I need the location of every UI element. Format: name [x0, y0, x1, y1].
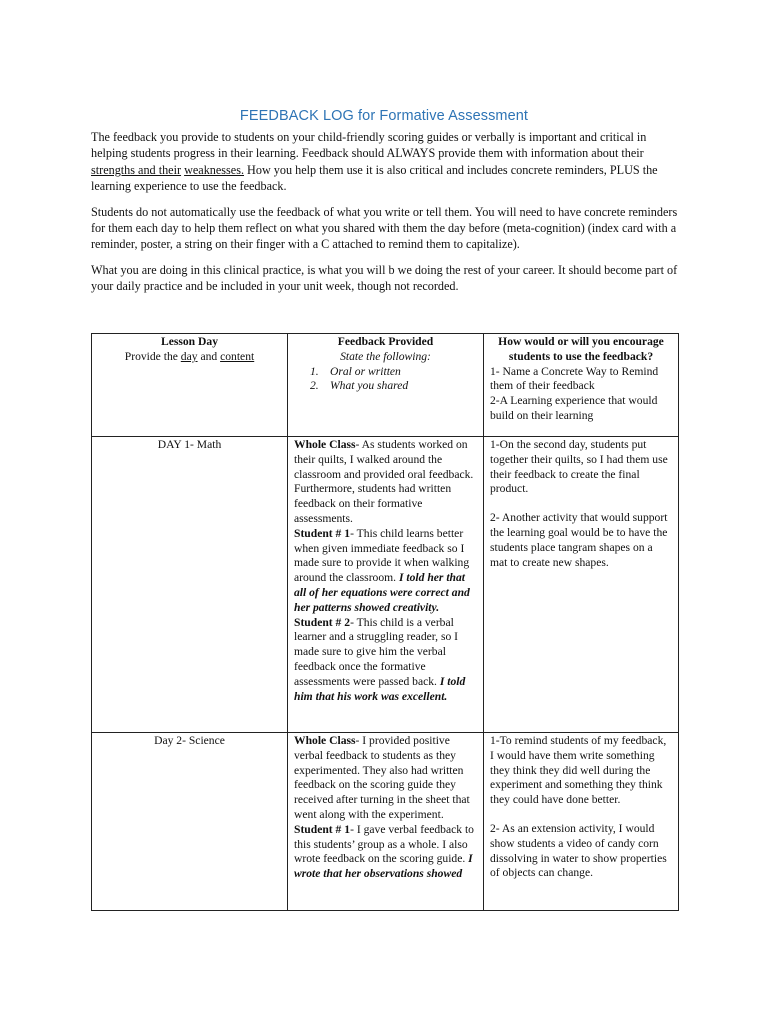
student-1-feedback: Student # 1- This child learns better when given immediate feedback so I made sure to provide it when walking around the classroom. I told her that all of her equations were correct and her patterns showed creativity. — [294, 526, 470, 614]
row-feedback-cell — [288, 437, 484, 733]
list-item: 2. What you shared — [310, 379, 409, 393]
encourage-activity: 2- As an extension activity, I would show students a video of candy corn dissolving in water to show properties of objects can change. — [490, 821, 667, 880]
intro-p1-text-end: How you help them use it is also critical and includes concrete reminders, PLUS the learning experience to use the feedback. — [91, 162, 658, 194]
row-encourage-cell — [484, 437, 679, 733]
header-lesson-day — [92, 334, 288, 437]
student-1-feedback: Student # 1- I gave verbal feedback to this students’ group as a whole. I also wrote feedback on the scoring guide. I wrote that her observations showed — [294, 822, 474, 881]
header-feedback-provided — [288, 334, 484, 437]
header-sub-text: Provide the — [124, 349, 181, 363]
row-day-cell — [92, 733, 288, 911]
intro-p1-text: The feedback you provide to students on your child-friendly scoring guides or verbally is important and critical in helping students progress in their learning. Feedback should ALWAYS provide them with information about their — [91, 130, 647, 161]
intro-paragraph-3: What you are doing in this clinical practice, is what you will b we doing the rest of your career. It should become part of your daily practice and be included in your unit week, though not recorded. — [91, 262, 678, 294]
row-day-label: Day 2- Science — [154, 734, 225, 747]
intro-text — [91, 129, 683, 304]
header-feedback-list — [294, 365, 477, 395]
table-row — [92, 733, 679, 911]
table-header-row — [92, 334, 679, 437]
header-sub-and: and — [197, 349, 221, 363]
feedback-log-table — [91, 333, 679, 911]
intro-paragraph-1 — [91, 129, 683, 195]
header-feedback-sub: State the following: — [340, 349, 431, 363]
row-feedback-cell — [288, 733, 484, 911]
student-2-feedback: Student # 2- This child is a verbal learner and a struggling reader, so I made sure to give him the verbal feedback once the formative assessments were passed back. I told him that his work was excellent. — [294, 615, 466, 703]
encourage-activity: 2- Another activity that would support the learning goal would be to have the students place tangram shapes on a mat to create new shapes. — [490, 511, 668, 569]
header-encourage-line1: 1- Name a Concrete Way to Remind them of their feedback — [490, 364, 659, 393]
row-day-label: DAY 1- Math — [157, 438, 222, 451]
weaknesses-underlined: weaknesses. — [184, 162, 244, 177]
header-feedback-title: Feedback Provided — [337, 335, 434, 348]
row-encourage-cell — [484, 733, 679, 911]
header-lesson-day-sub — [98, 350, 281, 365]
intro-paragraph-2: Students do not automatically use the feedback of what you write or tell them. You will need to have concrete reminders for them each day to help them reflect on what you shared with them the day before (meta-cognition) (index card with a reminder, poster, a string on their finger with a C attached to remind them to capitalize). — [91, 204, 678, 252]
header-lesson-day-title: Lesson Day — [160, 335, 218, 348]
strengths-underlined: strengths and their — [91, 162, 182, 177]
header-encourage-title: How would or will you encourage students to use the feedback? — [498, 335, 664, 363]
header-encourage-line2: 2-A Learning experience that would build on their learning — [490, 394, 658, 422]
whole-class-feedback: Whole Class- I provided positive verbal feedback to students as they experimented. They also had written feedback on the scoring guide they received after turning in the sheet that went along with the experiment. — [294, 734, 470, 821]
header-sub-content: content — [220, 349, 255, 363]
header-encourage — [484, 334, 679, 437]
row-day-cell — [92, 437, 288, 733]
encourage-reminder: 1-To remind students of my feedback, I would have them write something they think they did well during the experiment and something they think they could have done better. — [490, 734, 667, 807]
page-title: FEEDBACK LOG for Formative Assessment — [239, 108, 529, 124]
header-sub-day: day — [180, 349, 198, 363]
list-item: 1. Oral or written — [310, 364, 401, 378]
whole-class-feedback: Whole Class- As students worked on their quilts, I walked around the classroom and provided oral feedback. Furthermore, students had written feedback on their formative assessments. — [294, 438, 474, 525]
encourage-reminder: 1-On the second day, students put together their quilts, so I had them use their feedback to create the final product. — [490, 438, 668, 496]
table-row — [92, 437, 679, 733]
